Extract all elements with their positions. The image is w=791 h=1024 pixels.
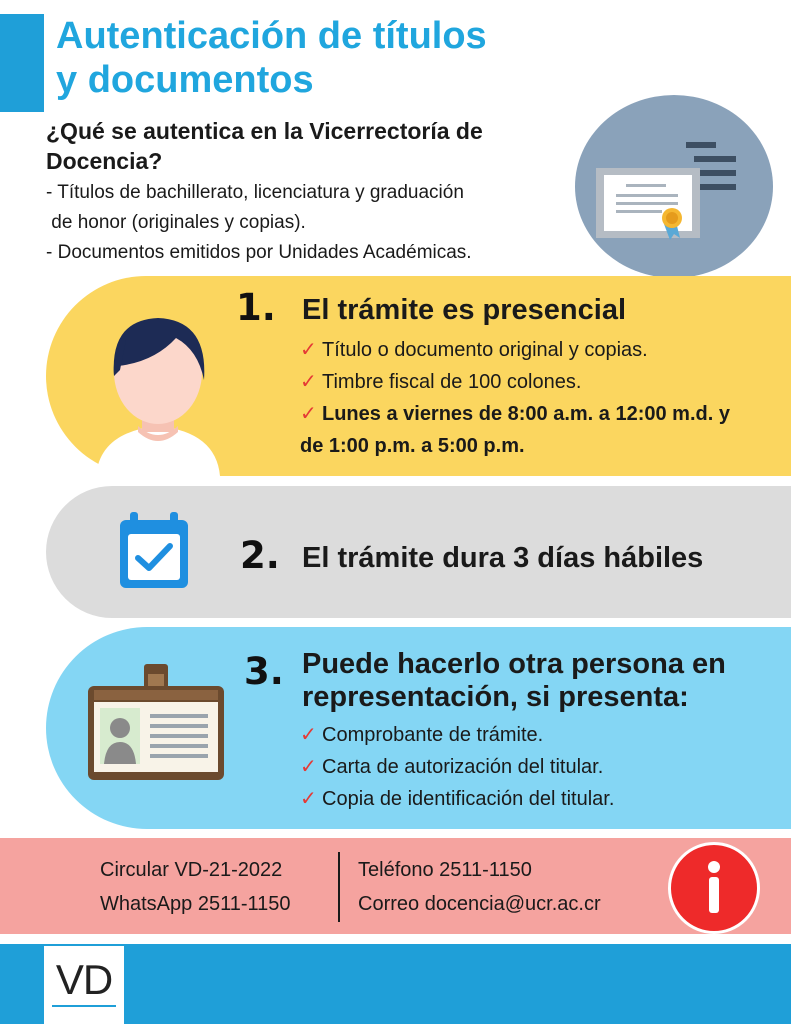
list-item: - Títulos de bachillerato, licenciatura y graduación: [46, 182, 464, 203]
vd-logo-text: VD: [55, 956, 113, 1003]
list-item-text: Timbre fiscal de 100 colones.: [322, 371, 582, 393]
page-title-line-1: Autenticación de títulos: [56, 15, 487, 57]
step-number-1: 1.: [236, 286, 276, 329]
section2-heading: El trámite dura 3 días hábiles: [302, 542, 704, 574]
section1-items: [300, 334, 750, 462]
checkmark-icon: ✓: [300, 724, 317, 746]
question-heading-line-1: ¿Qué se autentica en la Vicerrectoría de: [46, 118, 483, 144]
list-item-text: Copia de identificación del titular.: [322, 788, 615, 810]
vd-logo-underline: [52, 1005, 116, 1007]
calendar-check-icon: [116, 510, 192, 592]
list-item: [300, 366, 750, 398]
checkmark-icon: ✓: [300, 788, 317, 810]
email-contact[interactable]: Correo docencia@ucr.ac.cr: [358, 893, 601, 915]
contact-left: [100, 853, 291, 921]
question-heading-line-2: Docencia?: [46, 148, 163, 174]
page-title: [56, 14, 596, 102]
list-item-text: Título o documento original y copias.: [322, 339, 648, 361]
question-heading: [46, 116, 576, 176]
checkmark-icon: ✓: [300, 403, 317, 425]
section1-heading: El trámite es presencial: [302, 294, 626, 326]
list-item-text: Lunes a viernes de 8:00 a.m. a 12:00 m.d. y de 1:00 p.m. a 5:00 p.m.: [300, 403, 730, 457]
section3-heading: [302, 648, 772, 714]
list-item: de honor (originales y copias).: [46, 212, 306, 233]
certificate-icon: [590, 138, 750, 248]
person-avatar-icon: [96, 310, 220, 476]
step-number-2: 2.: [240, 534, 280, 577]
list-item: [300, 398, 750, 462]
list-item-text: Comprobante de trámite.: [322, 724, 544, 746]
authenticated-items-list: [46, 178, 586, 268]
checkmark-icon: ✓: [300, 371, 317, 393]
list-item: [300, 719, 760, 751]
title-accent-bar: [0, 14, 44, 112]
list-item: [300, 334, 750, 366]
info-glyph: [671, 845, 757, 931]
list-item: [300, 783, 760, 815]
section3-heading-line-1: Puede hacerlo otra persona en: [302, 648, 726, 680]
page-title-line-2: y documentos: [56, 59, 314, 101]
checkmark-icon: ✓: [300, 756, 317, 778]
section3-heading-line-2: representación, si presenta:: [302, 681, 689, 713]
list-item: - Documentos emitidos por Unidades Académicas.: [46, 242, 472, 263]
checkmark-icon: ✓: [300, 339, 317, 361]
section3-items: [300, 719, 760, 815]
whatsapp-contact: WhatsApp 2511-1150: [100, 893, 291, 915]
contact-right: [358, 853, 601, 921]
list-item-text: Carta de autorización del titular.: [322, 756, 604, 778]
step-number-3: 3.: [244, 650, 284, 693]
circular-reference: Circular VD-21-2022: [100, 859, 283, 881]
id-card-icon: [88, 664, 224, 780]
list-item: [300, 751, 760, 783]
phone-contact: Teléfono 2511-1150: [358, 859, 532, 881]
footer-divider: [338, 852, 340, 922]
info-icon: [668, 842, 760, 934]
